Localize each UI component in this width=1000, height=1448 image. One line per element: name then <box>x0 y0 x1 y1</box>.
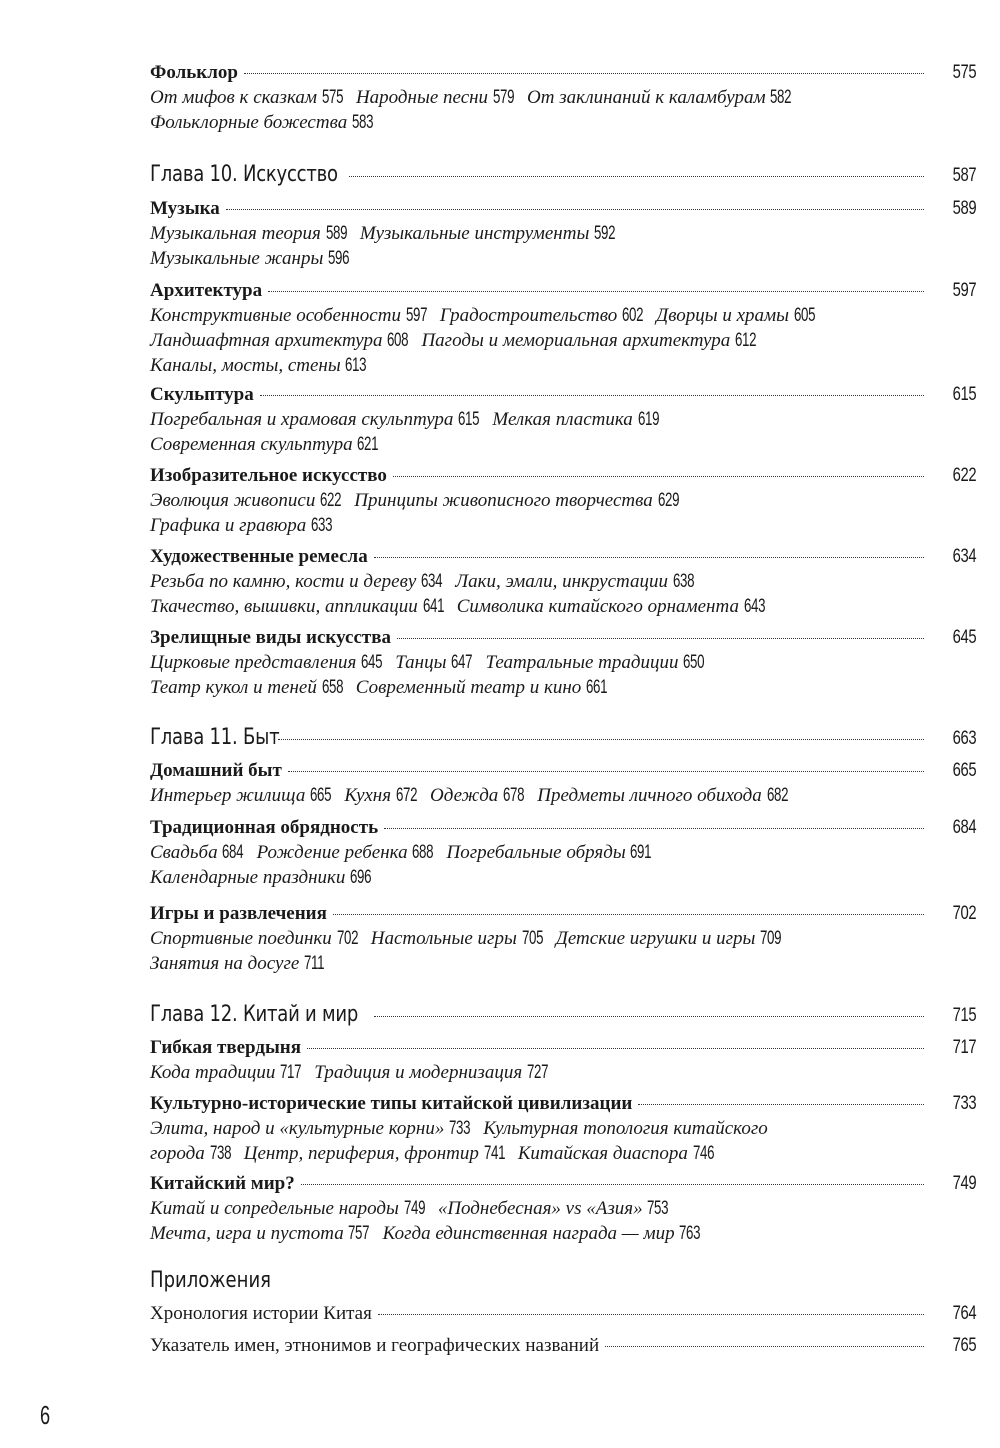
subsection-title[interactable]: Графика и гравюра <box>150 515 307 536</box>
dot-leader <box>278 739 924 740</box>
toc-section-entry[interactable] <box>150 546 976 568</box>
subsection-title[interactable]: Принципы живописного творчества <box>354 490 653 511</box>
subsection-title[interactable]: Кухня <box>344 785 392 806</box>
toc-subsection-line <box>150 409 662 431</box>
subsection-title[interactable]: Китай и сопредельные народы <box>150 1198 399 1219</box>
toc-section-entry[interactable] <box>150 384 976 406</box>
subsection-title[interactable]: Конструктивные особенности <box>150 305 401 326</box>
toc-subsection-line <box>150 223 618 245</box>
toc-subsection-line <box>150 248 352 270</box>
subsection-page: 709 <box>760 928 782 949</box>
subsection-page: 575 <box>321 87 343 108</box>
toc-appendix-entry[interactable] <box>150 1335 976 1357</box>
subsection-page: 753 <box>647 1198 669 1219</box>
subsection-page: 727 <box>526 1062 549 1083</box>
toc-section-entry[interactable] <box>150 465 976 487</box>
subsection-title[interactable]: Предметы личного обихода <box>537 785 762 806</box>
subsection-title[interactable]: Театральные традиции <box>485 652 679 673</box>
dot-leader <box>268 291 924 292</box>
subsection-title[interactable]: Градостроительство <box>439 305 618 326</box>
subsection-page: 650 <box>683 652 705 673</box>
subsection-title[interactable]: Фольклорные божества <box>150 112 348 133</box>
subsection-title[interactable]: Лаки, эмали, инкрустации <box>455 571 668 592</box>
toc-subsection-line <box>150 434 382 456</box>
subsection-page: 733 <box>449 1118 471 1139</box>
subsection-title[interactable]: От заклинаний к каламбурам <box>527 87 766 108</box>
dot-leader <box>333 914 924 915</box>
toc-section-entry[interactable] <box>150 760 976 782</box>
subsection-title[interactable]: Интерьер жилища <box>150 785 306 806</box>
subsection-title[interactable]: Театр кукол и теней <box>150 677 317 698</box>
toc-subsection-line <box>150 1118 768 1140</box>
subsection-page: 658 <box>321 677 343 698</box>
toc-section-entry[interactable] <box>150 627 976 649</box>
subsection-page: 582 <box>770 87 792 108</box>
entry-title: Архитектура <box>150 280 263 301</box>
dot-leader <box>307 1048 924 1049</box>
subsection-page: 738 <box>209 1143 231 1164</box>
dot-leader <box>349 176 924 177</box>
toc-subsection-line <box>150 112 376 134</box>
toc-subsection-line <box>150 842 655 864</box>
subsection-page: 608 <box>387 330 409 351</box>
dot-leader <box>384 828 924 829</box>
toc-section-entry[interactable] <box>150 903 976 925</box>
dot-leader <box>393 476 924 477</box>
subsection-page: 684 <box>222 842 244 863</box>
subsection-page: 643 <box>743 596 765 617</box>
dot-leader <box>638 1104 923 1105</box>
toc-subsection-line <box>150 1062 551 1084</box>
entry-page: 663 <box>952 728 976 749</box>
subsection-page: 638 <box>672 571 694 592</box>
subsection-page: 763 <box>679 1223 701 1244</box>
toc-chapter-entry[interactable] <box>150 1002 976 1027</box>
toc-subsection-line <box>150 515 335 537</box>
subsection-page: 615 <box>458 409 480 430</box>
entry-page: 575 <box>952 62 976 83</box>
subsection-title[interactable]: Погребальные обряды <box>446 842 626 863</box>
subsection-title[interactable]: Центр, периферия, фронтир <box>243 1143 479 1164</box>
toc-section-entry[interactable] <box>150 1093 976 1115</box>
dot-leader <box>374 1016 924 1017</box>
toc-subsection-line <box>150 1223 704 1245</box>
subsection-page: 757 <box>348 1223 370 1244</box>
subsection-title[interactable]: Мелкая пластика <box>492 409 633 430</box>
entry-page: 765 <box>952 1335 976 1356</box>
subsection-page: 596 <box>328 248 350 269</box>
entry-title: Художественные ремесла <box>150 546 368 567</box>
subsection-page: 691 <box>630 842 652 863</box>
subsection-page: 602 <box>621 305 644 326</box>
entry-page: 764 <box>952 1303 976 1324</box>
subsection-page: 597 <box>405 305 427 326</box>
subsection-page: 619 <box>637 409 659 430</box>
entry-page: 615 <box>952 384 976 405</box>
subsection-page: 705 <box>521 928 543 949</box>
subsection-page: 688 <box>412 842 434 863</box>
entry-page: 733 <box>952 1093 976 1114</box>
subsection-page: 622 <box>320 490 342 511</box>
toc-subsection-line <box>150 1198 672 1220</box>
subsection-title[interactable]: Когда единственная награда — мир <box>382 1223 675 1244</box>
dot-leader <box>378 1314 924 1315</box>
dot-leader <box>605 1346 924 1347</box>
page-number: 6 <box>40 1400 51 1430</box>
subsection-title[interactable]: Символика китайского орнамента <box>456 596 739 617</box>
subsection-title[interactable]: Народные песни <box>355 87 489 108</box>
entry-title: Глава 11. Быт <box>150 725 280 750</box>
subsection-page: 629 <box>657 490 679 511</box>
entry-title: Игры и развлечения <box>150 903 327 924</box>
toc-section-entry[interactable] <box>150 817 976 839</box>
subsection-title[interactable]: Эволюция живописи <box>150 490 316 511</box>
dot-leader <box>226 209 924 210</box>
subsection-page: 645 <box>361 652 383 673</box>
entry-title: Культурно-исторические типы китайской цивилизации <box>150 1093 633 1114</box>
dot-leader <box>397 638 924 639</box>
entry-title: Фольклор <box>150 62 238 83</box>
toc-appendix-entry[interactable] <box>150 1303 976 1325</box>
subsection-page: 741 <box>483 1143 505 1164</box>
toc-subsection-line <box>150 867 374 889</box>
subsection-title[interactable]: Спортивные поединки <box>150 928 332 949</box>
subsection-title[interactable]: Китайская диаспора <box>517 1143 688 1164</box>
entry-title: Скульптура <box>150 384 254 405</box>
subsection-page: 592 <box>594 223 616 244</box>
subsection-title[interactable]: Современный театр и кино <box>355 677 582 698</box>
dot-leader <box>374 557 924 558</box>
entry-page: 749 <box>952 1173 976 1194</box>
dot-leader <box>244 73 924 74</box>
entry-page: 702 <box>952 903 976 924</box>
subsection-page: 621 <box>357 434 379 455</box>
toc-section-entry[interactable] <box>150 1173 976 1195</box>
subsection-page: 672 <box>395 785 417 806</box>
toc-subsection-line <box>150 928 784 950</box>
entry-page: 717 <box>952 1037 976 1058</box>
subsection-page: 613 <box>345 355 367 376</box>
appendix-heading: Приложения <box>150 1268 272 1293</box>
subsection-title[interactable]: Ландшафтная архитектура <box>150 330 383 351</box>
entry-page: 645 <box>952 627 976 648</box>
subsection-page: 634 <box>421 571 443 592</box>
entry-title: Глава 10. Искусство <box>150 162 338 187</box>
toc-subsection-line <box>150 652 707 674</box>
subsection-title[interactable]: Музыкальная теория <box>150 223 321 244</box>
subsection-title[interactable]: Занятия на досуге <box>150 953 300 974</box>
subsection-page: 678 <box>503 785 525 806</box>
entry-page: 589 <box>952 198 976 219</box>
entry-title: Указатель имен, этнонимов и географических названий <box>150 1335 600 1356</box>
entry-title: Глава 12. Китай и мир <box>150 1002 359 1027</box>
entry-title: Музыка <box>150 198 220 219</box>
toc-subsection-line <box>150 355 370 377</box>
toc-subsection-line <box>150 490 682 512</box>
entry-page: 622 <box>952 465 976 486</box>
subsection-page: 641 <box>422 596 444 617</box>
entry-page: 587 <box>952 165 976 186</box>
subsection-page: 696 <box>350 867 372 888</box>
toc-subsection-line <box>150 1143 717 1165</box>
toc-subsection-line <box>150 330 759 352</box>
subsection-title[interactable]: Традиция и модернизация <box>314 1062 523 1083</box>
subsection-title[interactable]: города <box>150 1143 205 1164</box>
subsection-page: 746 <box>692 1143 714 1164</box>
subsection-page: 682 <box>766 785 788 806</box>
toc-subsection-line <box>150 87 795 109</box>
subsection-page: 717 <box>280 1062 302 1083</box>
toc-subsection-line <box>150 571 697 593</box>
subsection-title[interactable]: Настольные игры <box>370 928 517 949</box>
toc-chapter-entry[interactable] <box>150 725 976 750</box>
subsection-page: 647 <box>451 652 473 673</box>
subsection-page: 633 <box>311 515 333 536</box>
dot-leader <box>260 395 924 396</box>
entry-title: Хронология истории Китая <box>150 1303 372 1324</box>
subsection-page: 605 <box>793 305 815 326</box>
subsection-page: 665 <box>310 785 332 806</box>
subsection-title[interactable]: Музыкальные жанры <box>150 248 324 269</box>
entry-page: 715 <box>952 1005 976 1026</box>
subsection-page: 579 <box>492 87 514 108</box>
toc-section-entry[interactable] <box>150 280 976 302</box>
subsection-title[interactable]: Дворцы и храмы <box>656 305 790 326</box>
subsection-page: 702 <box>336 928 358 949</box>
entry-page: 665 <box>952 760 976 781</box>
toc-subsection-line <box>150 677 610 699</box>
subsection-page: 612 <box>735 330 757 351</box>
subsection-page: 749 <box>403 1198 425 1219</box>
subsection-title[interactable]: Танцы <box>395 652 447 673</box>
entry-page: 597 <box>952 280 976 301</box>
subsection-title[interactable]: Элита, народ и «культурные корни» <box>150 1118 445 1139</box>
subsection-page: 583 <box>351 112 374 133</box>
toc-subsection-line <box>150 596 768 618</box>
toc-subsection-line <box>150 953 327 975</box>
subsection-title[interactable]: Кода традиции <box>150 1062 276 1083</box>
subsection-title[interactable]: Современная скульптура <box>150 434 353 455</box>
subsection-title[interactable]: Пагоды и мемориальная архитектура <box>421 330 731 351</box>
entry-title: Изобразительное искусство <box>150 465 387 486</box>
subsection-title[interactable]: Свадьба <box>150 842 218 863</box>
subsection-title[interactable]: Одежда <box>430 785 499 806</box>
subsection-title[interactable]: Детские игрушки и игры <box>555 928 756 949</box>
subsection-title[interactable]: Мечта, игра и пустота <box>150 1223 344 1244</box>
entry-title: Зрелищные виды искусства <box>150 627 391 648</box>
subsection-title[interactable]: Рождение ребенка <box>256 842 408 863</box>
toc-subsection-line <box>150 785 791 807</box>
toc-chapter-entry[interactable] <box>150 162 976 187</box>
subsection-page: 711 <box>304 953 325 974</box>
subsection-title[interactable]: «Поднебесная» vs «Азия» <box>437 1198 643 1219</box>
dot-leader <box>288 771 924 772</box>
entry-page: 684 <box>952 817 976 838</box>
toc-subsection-line <box>150 305 818 327</box>
subsection-title[interactable]: От мифов к сказкам <box>150 87 317 108</box>
subsection-title[interactable]: Календарные праздники <box>150 867 346 888</box>
subsection-page: 589 <box>325 223 347 244</box>
subsection-title[interactable]: Погребальная и храмовая скульптура <box>150 409 454 430</box>
entry-title: Китайский мир? <box>150 1173 295 1194</box>
subsection-title[interactable]: Культурная топология китайского <box>483 1118 768 1139</box>
dot-leader <box>301 1184 924 1185</box>
subsection-title[interactable]: Цирковые представления <box>150 652 357 673</box>
toc-section-entry[interactable] <box>150 198 976 220</box>
subsection-title[interactable]: Каналы, мосты, стены <box>150 355 341 376</box>
toc-section-entry[interactable] <box>150 1037 976 1059</box>
entry-title: Гибкая твердыня <box>150 1037 302 1058</box>
entry-page: 634 <box>952 546 976 567</box>
subsection-title[interactable]: Музыкальные инструменты <box>359 223 590 244</box>
entry-title: Домашний быт <box>150 760 282 781</box>
subsection-page: 661 <box>586 677 608 698</box>
toc-section-entry[interactable] <box>150 62 976 84</box>
entry-title: Традиционная обрядность <box>150 817 379 838</box>
subsection-title[interactable]: Ткачество, вышивки, аппликации <box>150 596 418 617</box>
subsection-title[interactable]: Резьба по камню, кости и дереву <box>150 571 417 592</box>
